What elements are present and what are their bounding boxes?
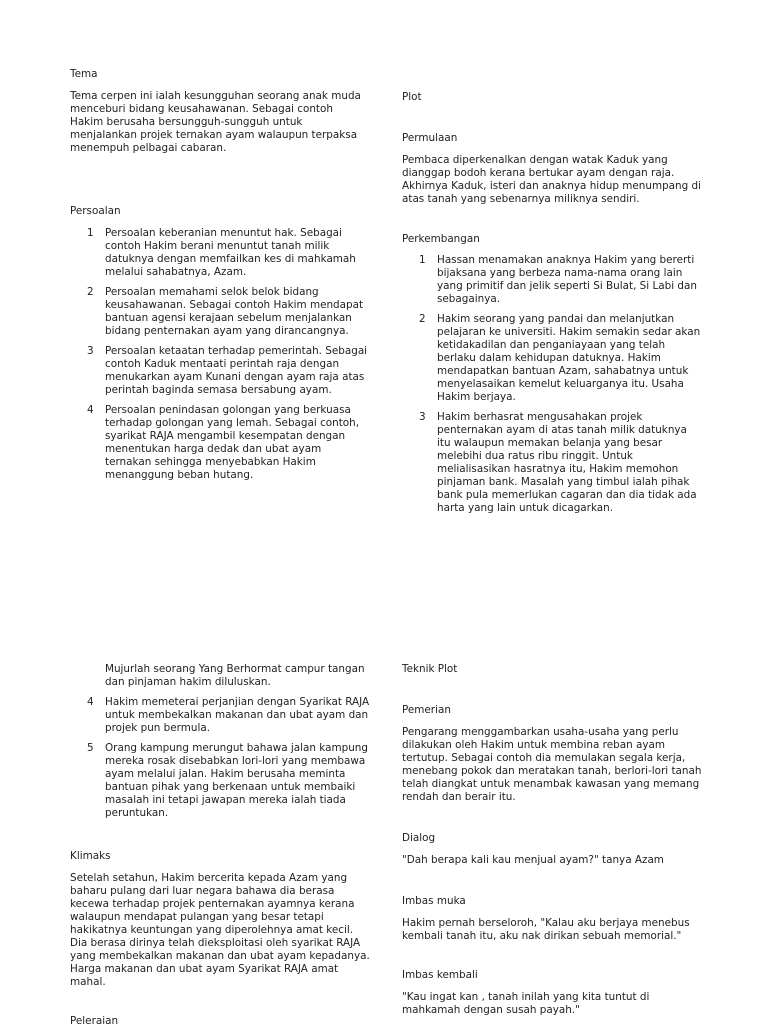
imbas-muka-text: Hakim pernah berseloroh, "Kalau aku berjaya menebus kembali tanah itu, aku nak dirikan sebuah memorial." [402,917,690,942]
pemerian-text: Pengarang menggambarkan usaha-usaha yang perlu dilakukan oleh Hakim untuk membina reban ayam tertutup. Sebagai contoh dia memulakan segala kerja, menebang pokok dan meratakan tanah, berlori-lori tanah telah diangkat untuk menambak kawasan yang memang rendah dan berair itu. [402,726,702,803]
dialog-heading: Dialog [402,832,436,844]
pemerian-section [402,704,702,804]
list-item: 1 Persoalan keberanian menuntut hak. Sebagai contoh Hakim berani menuntut tanah milik datuknya dengan memfailkan kes di mahkamah melalui sahabatnya, Azam. [87,227,356,278]
continuation-text: Mujurlah seorang Yang Berhormat campur tangan dan pinjaman hakim diluluskan. [105,663,365,688]
list-item: 3 Persoalan ketaatan terhadap pemerintah. Sebagai contoh Kaduk mentaati perintah raja dengan menukarkan ayam Kunani dengan ayam raja atas perintah baginda semasa bersabung ayam. [87,345,368,396]
page2-left-column [70,663,370,827]
permulaan-section [402,132,702,206]
peleraian-section [70,1015,370,1028]
list-item: 2 Hakim seorang yang pandai dan melanjutkan pelajaran ke universiti. Hakim semakin sedar akan ketidakadilan dan penganiayaan yang telah berlaku dalam kehidupan datuknya. Hakim mendapatkan bantuan Azam, sahabatnya untuk menyelasaikan kemelut keluarganya itu. Usaha Hakim berjaya. [419,313,701,403]
permulaan-heading: Permulaan [402,132,458,144]
klimaks-text: Setelah setahun, Hakim bercerita kepada Azam yang baharu pulang dari luar negara bahawa dia berasa kecewa terhadap projek penternakan ayamnya kerana walaupun mendapat pulangan yang besar tetapi hakikatnya keuntungan yang diperolehnya amat kecil. Dia berasa dirinya telah dieksploitasi oleh syarikat RAJA yang membekalkan makanan dan ubat ayam kepadanya. Harga makanan dan ubat ayam Syarikat RAJA amat mahal. [70,872,370,988]
teknik-plot-heading: Teknik Plot [402,663,458,675]
list-item: 3 Hakim berhasrat mengusahakan projek penternakan ayam di atas tanah milik datuknya itu walaupun memakan belanja yang besar melebihi dua ratus ribu ringgit. Untuk melialisasikan hasratnya itu, Hakim memohon pinjaman bank. Masalah yang timbul ialah pihak bank pula memerlukan cagaran dan dia tidak ada harta yang lain untuk dicagarkan. [419,411,697,514]
dialog-section [402,832,702,867]
imbas-kembali-text: "Kau ingat kan , tanah inilah yang kita tuntut di mahkamah dengan susah payah." [402,991,650,1016]
perkembangan-heading: Perkembangan [402,233,480,245]
peleraian-heading: Peleraian [70,1015,119,1027]
persoalan-heading: Persoalan [70,205,121,217]
plot-heading: Plot [402,91,422,103]
list-item: 4 Hakim memeterai perjanjian dengan Syarikat RAJA untuk membekalkan makanan dan ubat ayam dan projek pun bermula. [87,696,370,734]
teknik-plot-section [402,663,702,676]
imbas-muka-section [402,895,702,943]
dialog-text: "Dah berapa kali kau menjual ayam?" tanya Azam [402,854,664,866]
page1-right-column [402,91,702,104]
list-item: 5 Orang kampung merungut bahawa jalan kampung mereka rosak disebabkan lori-lori yang membawa ayam melalui jalan. Hakim berusaha meminta bantuan pihak yang berkenaan untuk membaiki masalah ini tetapi jawapan mereka ialah tiada peruntukan. [87,742,368,819]
permulaan-text: Pembaca diperkenalkan dengan watak Kaduk yang dianggap bodoh kerana bertukar ayam dengan raja. Akhirnya Kaduk, isteri dan anaknya hidup menumpang di atas tanah yang sebenarnya miliknya sendiri. [402,154,702,205]
page1-left-column [70,68,370,155]
pemerian-heading: Pemerian [402,704,451,716]
perkembangan-list [402,254,702,515]
perkembangan-list-continued [70,696,370,820]
tema-text: Tema cerpen ini ialah kesungguhan seorang anak muda menceburi bidang keusahawanan. Sebagai contoh Hakim berusaha bersungguh-sungguh untuk menjalankan projek ternakan ayam walaupun terpaksa menempuh pelbagai cabaran. [70,90,361,154]
list-item: 2 Persoalan memahami selok belok bidang keusahawanan. Sebagai contoh Hakim mendapat bantuan agensi kerajaan sebelum menjalankan bidang penternakan ayam yang dirancangnya. [87,286,364,337]
imbas-kembali-section [402,969,702,1017]
persoalan-list [70,227,370,482]
perkembangan-section [402,233,702,522]
tema-heading: Tema [70,68,98,80]
list-item: 4 Persoalan penindasan golongan yang berkuasa terhadap golongan yang lemah. Sebagai contoh, syarikat RAJA mengambil kesempatan dengan menentukan harga dedak dan ubat ayam ternakan sehingga menyebabkan Hakim menanggung beban hutang. [87,404,360,481]
klimaks-section [70,850,370,989]
klimaks-heading: Klimaks [70,850,111,862]
list-item: 1 Hassan menamakan anaknya Hakim yang bererti bijaksana yang berbeza nama-nama orang lain yang primitif dan jelik seperti Si Bulat, Si Labi dan sebagainya. [419,254,697,305]
imbas-kembali-heading: Imbas kembali [402,969,478,981]
persoalan-section [70,205,370,489]
imbas-muka-heading: Imbas muka [402,895,466,907]
